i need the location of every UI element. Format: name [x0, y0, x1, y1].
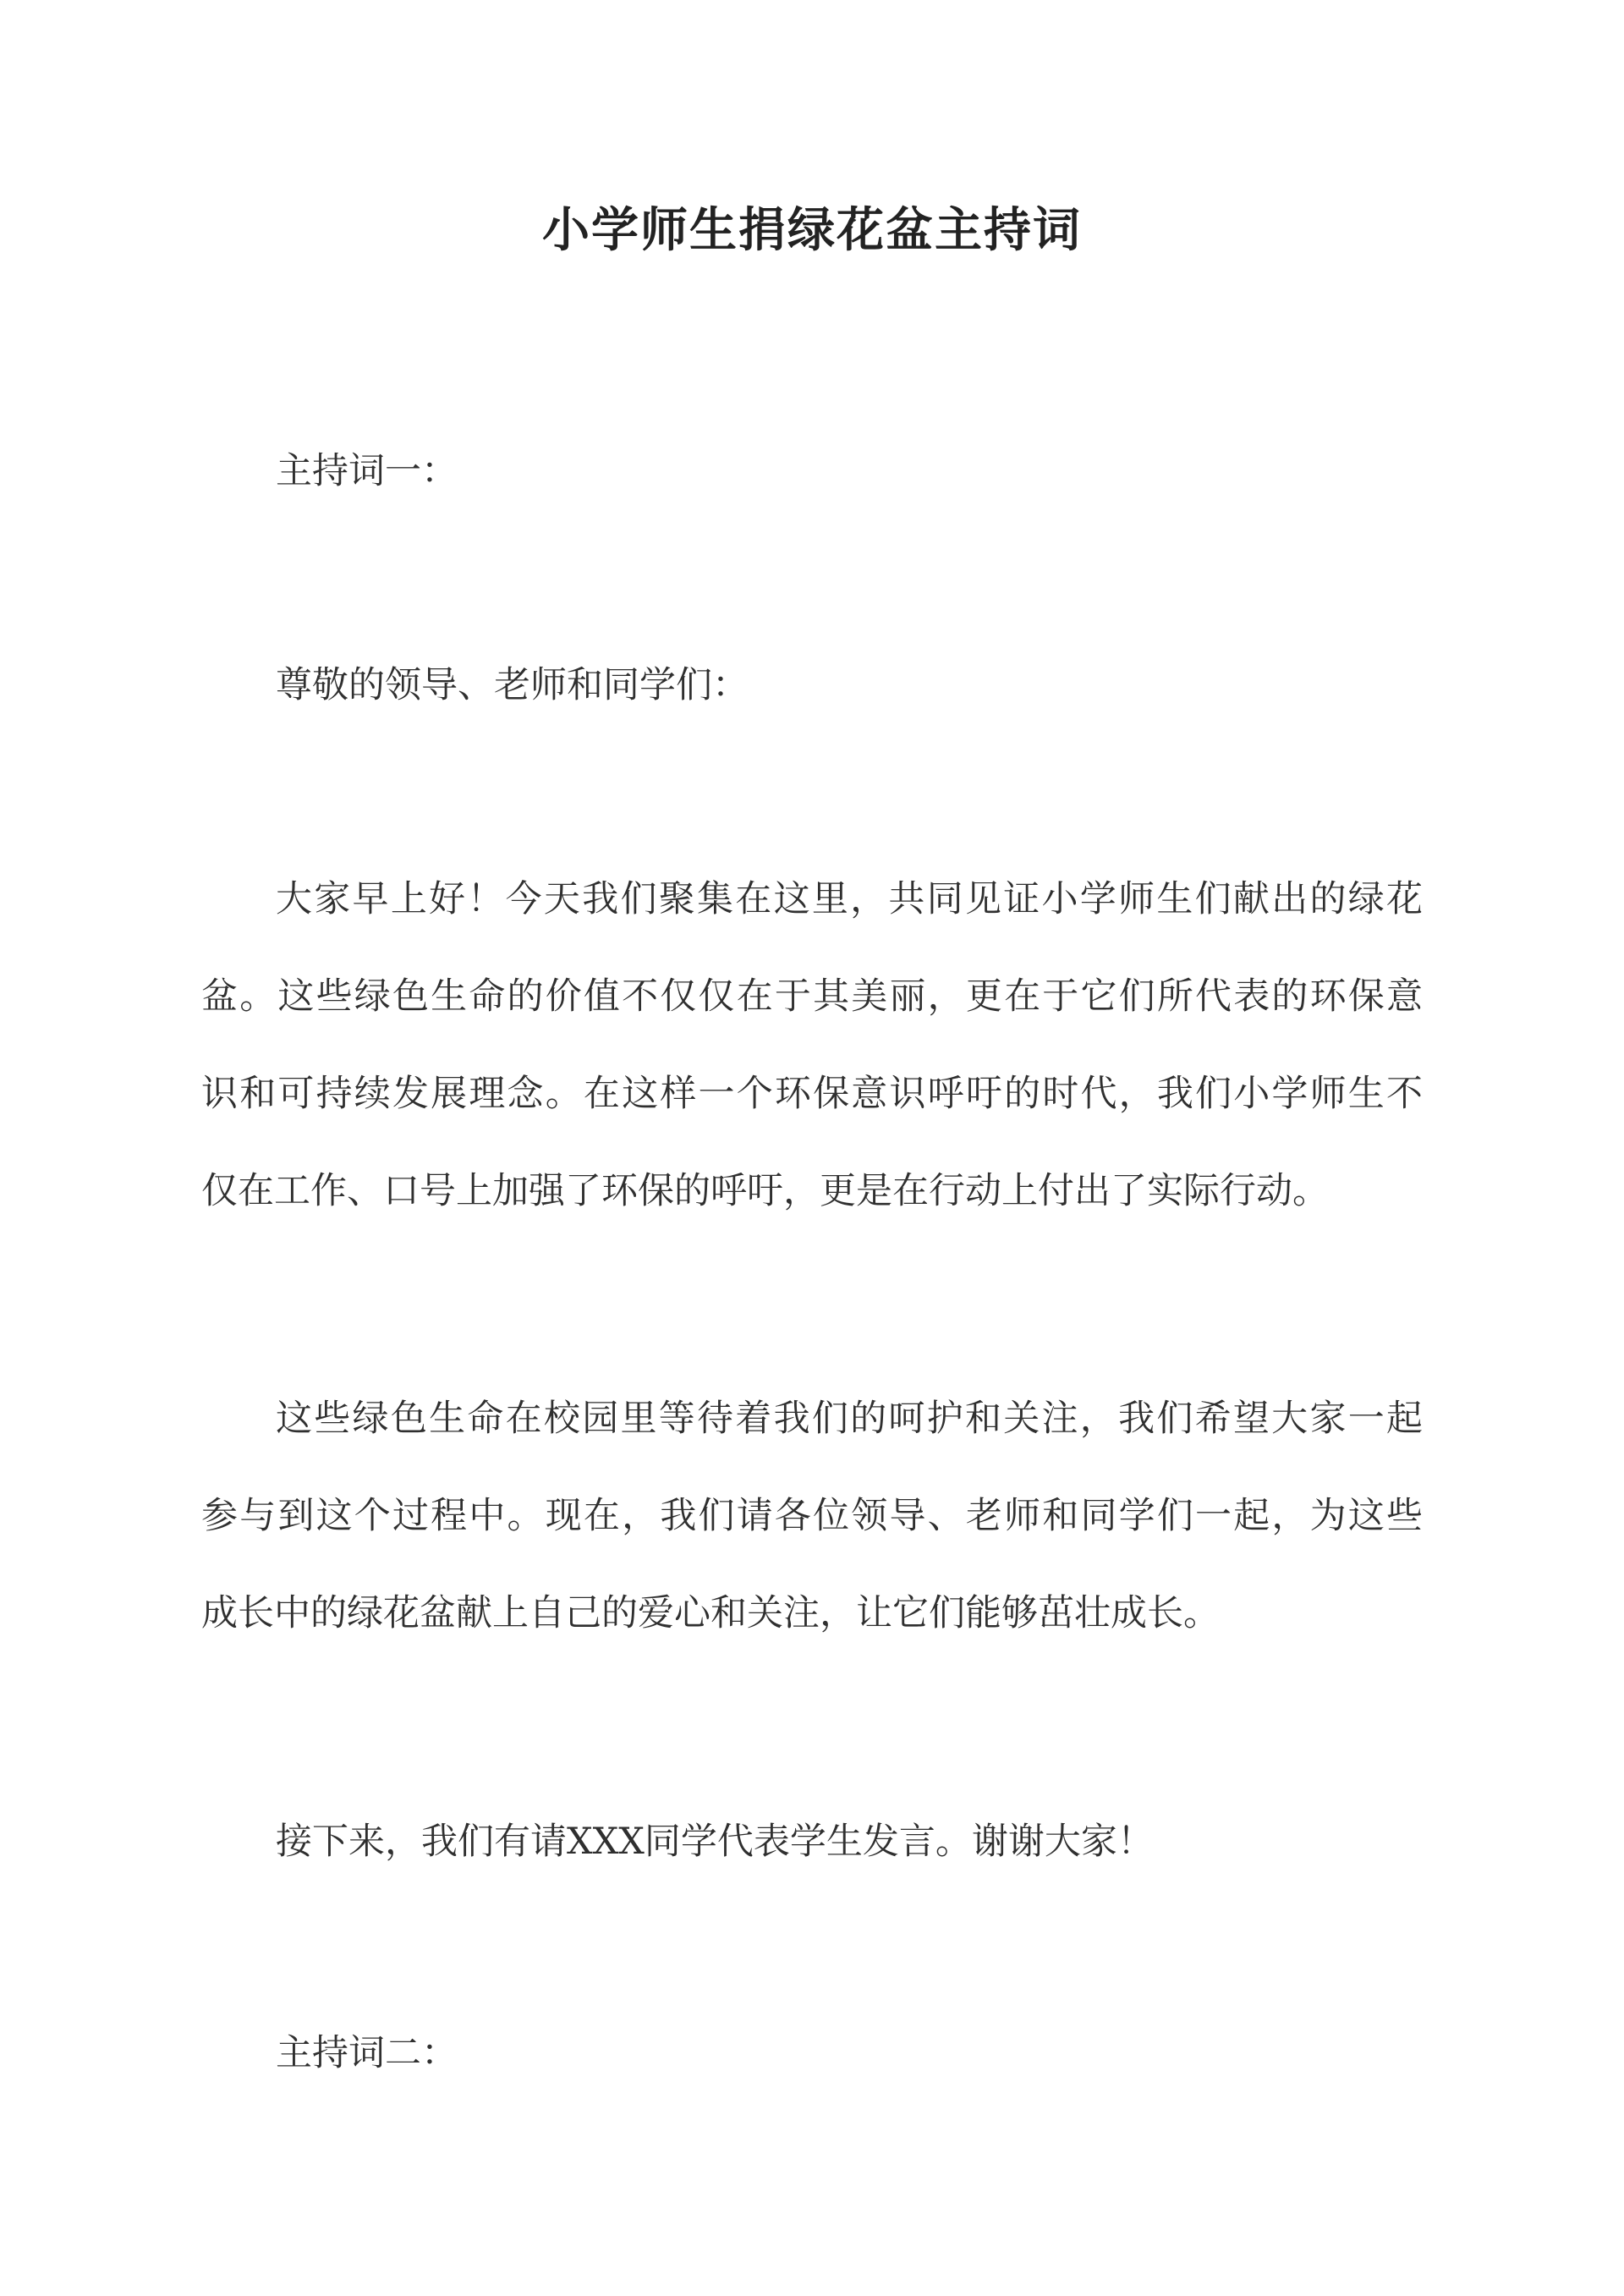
paragraph-salutation	[201, 637, 1423, 734]
document-title: 小学师生捐绿花盆主持词	[542, 202, 1082, 258]
paragraph-line: 主持词二：	[276, 2032, 458, 2074]
paragraph-host-one-heading	[201, 423, 1423, 520]
paragraph-line: 识和可持续发展理念。在这样一个环保意识呼吁的时代，我们小学师生不	[201, 1073, 1423, 1115]
paragraph-line: 主持词一：	[276, 450, 458, 492]
paragraph-line: 成长中的绿花盆献上自己的爱心和关注，让它们能够茁壮成长。	[201, 1592, 1220, 1634]
paragraph-next-speaker	[201, 1793, 1423, 1891]
paragraph-opening	[201, 851, 1423, 1240]
paragraph-line: 接下来，我们有请XXX同学代表学生发言。谢谢大家！	[276, 1821, 1154, 1863]
paragraph-line: 大家早上好！今天我们聚集在这里，共同见证小学师生们献出的绿花	[276, 878, 1423, 920]
paragraph-line: 这些绿色生命在校园里等待着我们的呵护和关注，我们希望大家一起	[276, 1398, 1423, 1440]
paragraph-line: 仅在工作、口号上加强了环保的呼吁，更是在行动上付出了实际行动。	[201, 1170, 1329, 1212]
paragraph-line: 尊敬的领导、老师和同学们：	[276, 664, 749, 706]
paragraph-host-two-heading	[201, 2005, 1423, 2102]
paragraph-line: 参与到这个过程中。现在，我们请各位领导、老师和同学们一起，为这些	[201, 1495, 1423, 1537]
paragraph-invitation	[201, 1370, 1423, 1662]
paragraph-line: 盆。这些绿色生命的价值不仅仅在于其美丽，更在于它们所代表的环保意	[201, 975, 1423, 1018]
